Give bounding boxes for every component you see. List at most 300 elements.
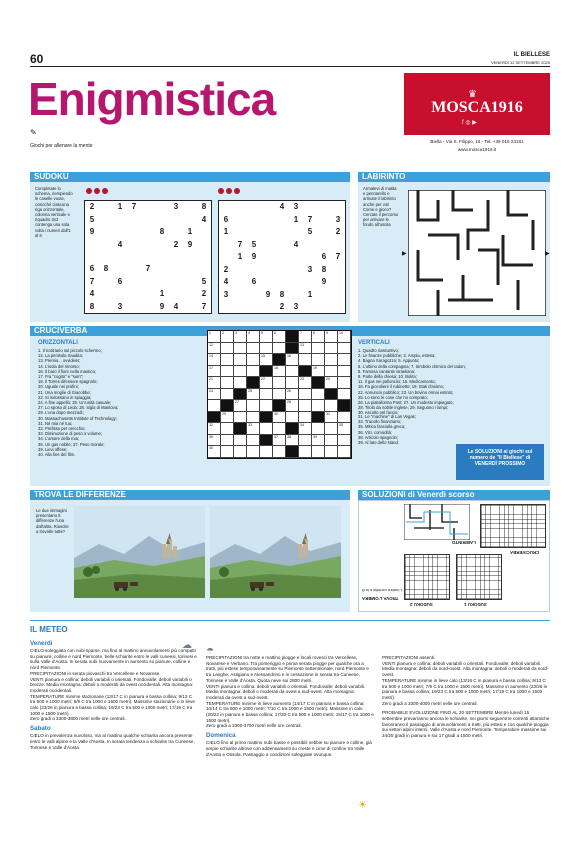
- cell[interactable]: [275, 251, 289, 264]
- cell[interactable]: [113, 214, 127, 227]
- cell[interactable]: 9: [265, 289, 271, 299]
- cw-cell[interactable]: [338, 412, 351, 424]
- cell[interactable]: [141, 214, 155, 227]
- cw-cell[interactable]: [273, 446, 286, 458]
- cw-cell[interactable]: [234, 377, 247, 389]
- clue: 28. Titolo da nobile inglese; 29. Seguono i lumpi;: [358, 405, 449, 411]
- cell[interactable]: 8: [279, 289, 285, 299]
- cell[interactable]: 7: [201, 301, 207, 311]
- cw-cell[interactable]: [260, 446, 273, 458]
- cw-cell[interactable]: [260, 400, 273, 412]
- cell[interactable]: [127, 251, 141, 263]
- cell[interactable]: [261, 276, 275, 289]
- cell[interactable]: [247, 214, 261, 227]
- cell[interactable]: [183, 251, 197, 263]
- cw-cell[interactable]: 3: [234, 331, 247, 343]
- cw-cell[interactable]: [247, 435, 260, 447]
- cell[interactable]: 2: [279, 302, 285, 311]
- cell[interactable]: [289, 251, 303, 264]
- cw-cell[interactable]: [299, 389, 312, 401]
- cell[interactable]: 7: [145, 264, 151, 273]
- cell[interactable]: [261, 201, 275, 214]
- cell[interactable]: [275, 226, 289, 239]
- cell[interactable]: [331, 201, 345, 214]
- cw-cell[interactable]: 29: [221, 412, 234, 424]
- cell[interactable]: 5: [201, 276, 207, 286]
- cell[interactable]: 9: [159, 301, 165, 311]
- cw-cell[interactable]: 32: [208, 423, 221, 435]
- cw-cell[interactable]: 26: [286, 389, 299, 401]
- cw-cell[interactable]: 21: [208, 377, 221, 389]
- cell[interactable]: [197, 226, 211, 239]
- cell[interactable]: 3: [173, 202, 179, 211]
- cell[interactable]: [99, 214, 113, 227]
- cw-cell[interactable]: [208, 400, 221, 412]
- cw-cell[interactable]: [325, 423, 338, 435]
- solution-ombra-answer: L'ombra corretta è la B: [362, 588, 403, 593]
- clue: 17. Fra "cogito" e "sum";: [38, 374, 84, 380]
- cell[interactable]: [233, 301, 247, 314]
- cell[interactable]: [155, 201, 169, 214]
- cell[interactable]: [261, 226, 275, 239]
- cell[interactable]: [233, 214, 247, 227]
- cw-cell[interactable]: [325, 366, 338, 378]
- cw-cell[interactable]: [325, 343, 338, 355]
- cell[interactable]: [233, 201, 247, 214]
- cell[interactable]: [247, 264, 261, 277]
- cell[interactable]: 5: [307, 227, 313, 236]
- cw-cell[interactable]: [260, 343, 273, 355]
- page-title: Enigmistica: [28, 73, 276, 125]
- cell[interactable]: [99, 239, 113, 252]
- cw-cell[interactable]: [312, 400, 325, 412]
- cw-cell[interactable]: 25: [247, 389, 260, 401]
- cw-cell[interactable]: [234, 366, 247, 378]
- cw-cell[interactable]: 4: [247, 331, 260, 343]
- cw-block: [286, 423, 299, 435]
- cw-block: [234, 389, 247, 401]
- cell[interactable]: [155, 263, 169, 276]
- cw-cell[interactable]: 9: [325, 331, 338, 343]
- cw-cell[interactable]: [299, 400, 312, 412]
- cell[interactable]: [289, 226, 303, 239]
- cell[interactable]: [155, 239, 169, 252]
- cw-cell[interactable]: [312, 343, 325, 355]
- cw-cell[interactable]: [338, 435, 351, 447]
- cw-cell[interactable]: 20: [325, 377, 338, 389]
- cell[interactable]: 8: [159, 227, 165, 236]
- cell[interactable]: [183, 276, 197, 289]
- cell[interactable]: [247, 201, 261, 214]
- cw-cell[interactable]: [273, 343, 286, 355]
- cell[interactable]: [113, 263, 127, 276]
- cell[interactable]: 3: [117, 301, 123, 311]
- cw-cell[interactable]: 10: [338, 331, 351, 343]
- cell[interactable]: [141, 226, 155, 239]
- cell[interactable]: [289, 289, 303, 302]
- cw-cell[interactable]: 7: [299, 331, 312, 343]
- cell[interactable]: [247, 301, 261, 314]
- cw-cell[interactable]: 15: [260, 354, 273, 366]
- cw-cell[interactable]: 2: [221, 331, 234, 343]
- cell[interactable]: [127, 288, 141, 301]
- cell[interactable]: [261, 264, 275, 277]
- cell[interactable]: [113, 288, 127, 301]
- cw-cell[interactable]: [325, 446, 338, 458]
- cell[interactable]: [317, 239, 331, 252]
- cell[interactable]: [303, 276, 317, 289]
- cell[interactable]: [141, 239, 155, 252]
- clue: 2. Le finanze pubbliche; 3. Ampia, estesa;: [358, 353, 436, 359]
- cw-cell[interactable]: [325, 354, 338, 366]
- cell[interactable]: [141, 288, 155, 301]
- puzzle-icon: ✎: [30, 128, 37, 137]
- cell[interactable]: [331, 301, 345, 314]
- cell[interactable]: 3: [335, 214, 341, 224]
- cell[interactable]: [219, 239, 233, 252]
- meteo-column-2: [206, 655, 374, 757]
- cw-cell[interactable]: 23: [299, 377, 312, 389]
- cell[interactable]: [233, 289, 247, 302]
- cw-cell[interactable]: [234, 354, 247, 366]
- cell[interactable]: 2: [173, 239, 179, 249]
- cell[interactable]: 5: [89, 214, 95, 224]
- cw-block: [312, 412, 325, 424]
- meteo-rule: [30, 620, 550, 621]
- cw-cell[interactable]: [299, 354, 312, 366]
- cw-cell[interactable]: [221, 354, 234, 366]
- cell[interactable]: 7: [307, 214, 313, 224]
- cell[interactable]: 9: [187, 239, 193, 249]
- cell[interactable]: [99, 201, 113, 214]
- cell[interactable]: [317, 226, 331, 239]
- cw-cell[interactable]: [299, 446, 312, 458]
- cell[interactable]: [331, 276, 345, 289]
- cell[interactable]: 6: [89, 264, 95, 273]
- cell[interactable]: 2: [201, 289, 207, 298]
- cell[interactable]: [141, 301, 155, 314]
- venerdi-temp: TEMPERATURE minime stazionarie (13/17 C in pianura e bassa collina; 9/13 C tra 500 e 1000 metri; 6/9 C tra 1000 e 1500 metri). Massime stazionarie o in lieve calo (23/26 in pianura e bassa collina; 19/23 C tra 500 e 1000 metri; 17/19 C tra 1000 e 1500 metri).: [30, 693, 195, 716]
- cw-cell[interactable]: 31: [325, 412, 338, 424]
- cw-cell[interactable]: 8: [312, 331, 325, 343]
- cell[interactable]: 9: [321, 277, 327, 286]
- cw-cell[interactable]: 14: [208, 354, 221, 366]
- cell[interactable]: [127, 263, 141, 276]
- ad-website[interactable]: www.mosca1916.it: [457, 147, 497, 152]
- ad-brand: MOSCA1916: [431, 99, 523, 116]
- cw-cell[interactable]: [338, 389, 351, 401]
- cell[interactable]: [155, 214, 169, 227]
- cw-cell[interactable]: 19: [312, 366, 325, 378]
- cell[interactable]: 1: [237, 252, 243, 261]
- cw-cell[interactable]: [260, 423, 273, 435]
- cell[interactable]: [275, 264, 289, 277]
- sudoku-grid-2[interactable]: [218, 200, 346, 314]
- cw-cell[interactable]: [312, 446, 325, 458]
- cw-cell[interactable]: [312, 423, 325, 435]
- cell[interactable]: 1: [159, 289, 165, 298]
- cell[interactable]: [303, 301, 317, 314]
- cell[interactable]: 8: [89, 301, 95, 311]
- cell[interactable]: [275, 214, 289, 227]
- cw-cell[interactable]: [338, 366, 351, 378]
- cell[interactable]: [233, 276, 247, 289]
- meteo-title: IL METEO: [30, 625, 68, 634]
- cell[interactable]: [169, 226, 183, 239]
- clue: 26. La piattaforma Post; 27. Un modesto impiegato;: [358, 400, 454, 406]
- cell[interactable]: 4: [173, 301, 179, 311]
- cell[interactable]: [169, 263, 183, 276]
- cell[interactable]: 3: [223, 289, 229, 299]
- cw-cell[interactable]: [247, 354, 260, 366]
- cw-cell[interactable]: [247, 343, 260, 355]
- sun-icon-domenica: ☀: [358, 800, 367, 811]
- cw-cell[interactable]: [325, 435, 338, 447]
- cw-cell[interactable]: [273, 377, 286, 389]
- cell[interactable]: [289, 276, 303, 289]
- cell[interactable]: [155, 276, 169, 289]
- cell[interactable]: 6: [321, 252, 327, 261]
- cell[interactable]: 9: [89, 227, 95, 236]
- difference-image-right[interactable]: [210, 506, 341, 598]
- cell[interactable]: 7: [131, 202, 137, 211]
- cw-cell[interactable]: [299, 412, 312, 424]
- clue: 36. Un gas nobile; 37. Peso morale;: [38, 441, 105, 447]
- maze-exit-arrow: ▶: [545, 251, 550, 257]
- crossword-grid[interactable]: [207, 330, 352, 459]
- cell[interactable]: 8: [201, 202, 207, 211]
- cell[interactable]: [127, 226, 141, 239]
- cw-cell[interactable]: 1: [208, 331, 221, 343]
- cell[interactable]: 9: [251, 252, 257, 261]
- cell[interactable]: 7: [237, 239, 243, 249]
- cell[interactable]: [219, 201, 233, 214]
- cell[interactable]: 4: [201, 214, 207, 224]
- cw-cell[interactable]: [299, 435, 312, 447]
- cw-cell[interactable]: [234, 435, 247, 447]
- cell[interactable]: [261, 301, 275, 314]
- cw-cell[interactable]: 40: [208, 446, 221, 458]
- cell[interactable]: [183, 288, 197, 301]
- cell[interactable]: 1: [117, 202, 123, 211]
- cell[interactable]: 5: [251, 239, 257, 249]
- cell[interactable]: [197, 263, 211, 276]
- cell[interactable]: [183, 301, 197, 314]
- cw-cell[interactable]: [247, 400, 260, 412]
- cell[interactable]: 7: [89, 276, 95, 286]
- cw-cell[interactable]: 37: [273, 435, 286, 447]
- cell[interactable]: [127, 214, 141, 227]
- cell[interactable]: [141, 201, 155, 214]
- cw-cell[interactable]: 33: [247, 423, 260, 435]
- cell[interactable]: [303, 251, 317, 264]
- cw-cell[interactable]: [273, 423, 286, 435]
- cw-cell[interactable]: 35: [338, 423, 351, 435]
- maze[interactable]: [408, 190, 546, 316]
- cw-cell[interactable]: 17: [208, 366, 221, 378]
- cell[interactable]: [219, 251, 233, 264]
- sudoku-grid-1[interactable]: [84, 200, 212, 314]
- cell[interactable]: [169, 276, 183, 289]
- cell[interactable]: [155, 251, 169, 263]
- cw-cell[interactable]: [286, 412, 299, 424]
- cw-cell[interactable]: [286, 377, 299, 389]
- cw-cell[interactable]: [286, 366, 299, 378]
- cell[interactable]: [169, 251, 183, 263]
- cell[interactable]: [113, 226, 127, 239]
- cell[interactable]: [85, 251, 99, 263]
- cell[interactable]: 7: [335, 252, 341, 261]
- cell[interactable]: [169, 288, 183, 301]
- venerdi-precip: PRECIPITAZIONI in serata piovaschi tra Vercellese e Novarese.: [30, 670, 161, 676]
- cw-cell[interactable]: [260, 389, 273, 401]
- difficulty-dots-2: [218, 188, 240, 194]
- cell[interactable]: 1: [187, 227, 193, 236]
- cw-cell[interactable]: 34: [299, 423, 312, 435]
- cell[interactable]: 4: [293, 239, 299, 249]
- cell[interactable]: [261, 239, 275, 252]
- cell[interactable]: [331, 264, 345, 277]
- cw-cell[interactable]: [234, 343, 247, 355]
- cw-cell[interactable]: [273, 389, 286, 401]
- cw-cell[interactable]: 38: [286, 435, 299, 447]
- cell[interactable]: [317, 201, 331, 214]
- cell[interactable]: 3: [307, 264, 313, 274]
- cell[interactable]: [169, 214, 183, 227]
- cw-cell[interactable]: 18: [273, 366, 286, 378]
- cell[interactable]: [99, 301, 113, 314]
- cw-cell[interactable]: [312, 354, 325, 366]
- cell[interactable]: 1: [307, 289, 313, 299]
- cw-cell[interactable]: [221, 446, 234, 458]
- clue: 11. Il gas nei palloncini; 15. Medicamento;: [358, 379, 436, 385]
- cell[interactable]: [183, 214, 197, 227]
- cw-cell[interactable]: [221, 389, 234, 401]
- cell[interactable]: 8: [103, 264, 109, 273]
- cell[interactable]: [197, 251, 211, 263]
- cw-cell[interactable]: [338, 446, 351, 458]
- cw-cell[interactable]: 28: [286, 400, 299, 412]
- cell[interactable]: 2: [89, 202, 95, 211]
- cell[interactable]: 3: [293, 202, 299, 211]
- cell[interactable]: [141, 251, 155, 263]
- advertisement[interactable]: [404, 73, 550, 169]
- cw-cell[interactable]: [234, 412, 247, 424]
- cell[interactable]: 2: [335, 227, 341, 236]
- cw-cell[interactable]: [338, 343, 351, 355]
- cw-cell[interactable]: [338, 377, 351, 389]
- cw-cell[interactable]: 24: [208, 389, 221, 401]
- cell[interactable]: [275, 276, 289, 289]
- cell[interactable]: [247, 289, 261, 302]
- cell[interactable]: [317, 214, 331, 227]
- cw-cell[interactable]: 22: [260, 377, 273, 389]
- cell[interactable]: 6: [223, 214, 229, 224]
- cell[interactable]: [303, 239, 317, 252]
- cell[interactable]: [331, 239, 345, 252]
- cw-cell[interactable]: 5: [260, 331, 273, 343]
- cw-cell[interactable]: 16: [286, 354, 299, 366]
- cell[interactable]: [99, 226, 113, 239]
- cell[interactable]: [99, 276, 113, 289]
- domenica-temp: TEMPERATURE minime in lieve calo (13/16 C in pianura e bassa collina; 9/13 C tra 500 e 1000 metri; 7/9 C tra 1000 e 1500 metri). Massime in aumento (23/26 in pianura e bassa collina; 19/23 C tra 500 e 1000 metri; 17/19 C tra 1000 e 1500 metri).: [382, 677, 548, 700]
- cell[interactable]: 6: [117, 276, 123, 286]
- cell[interactable]: [261, 214, 275, 227]
- clue: 32. Prefisso per orecchio;: [38, 426, 86, 432]
- cell[interactable]: [183, 201, 197, 214]
- cw-cell[interactable]: 13: [299, 343, 312, 355]
- difference-image-left[interactable]: [74, 506, 205, 598]
- cw-cell[interactable]: [247, 366, 260, 378]
- cw-cell[interactable]: [221, 343, 234, 355]
- social-icons: f ◎ ▶: [462, 120, 477, 126]
- cw-cell[interactable]: [221, 366, 234, 378]
- cw-cell[interactable]: [221, 377, 234, 389]
- cell[interactable]: [141, 276, 155, 289]
- cell[interactable]: 4: [117, 239, 123, 249]
- cell[interactable]: [289, 264, 303, 277]
- cell[interactable]: [233, 226, 247, 239]
- cell[interactable]: [99, 288, 113, 301]
- cell[interactable]: [233, 264, 247, 277]
- cw-cell[interactable]: 30: [273, 412, 286, 424]
- cell[interactable]: [261, 251, 275, 264]
- cell[interactable]: [247, 226, 261, 239]
- cell[interactable]: [197, 239, 211, 252]
- cell[interactable]: 8: [321, 264, 327, 274]
- page-number: 60: [30, 52, 44, 66]
- clue: 34. L'amore della mia;: [38, 436, 80, 442]
- cell[interactable]: [99, 251, 113, 263]
- cell[interactable]: 3: [293, 302, 299, 311]
- cw-cell[interactable]: 12: [208, 343, 221, 355]
- cell[interactable]: [219, 301, 233, 314]
- cell[interactable]: [127, 301, 141, 314]
- cell[interactable]: [183, 263, 197, 276]
- cell[interactable]: 6: [251, 277, 257, 286]
- cell[interactable]: [303, 201, 317, 214]
- cell[interactable]: 2: [223, 264, 229, 274]
- cw-cell[interactable]: [247, 446, 260, 458]
- cell[interactable]: [85, 239, 99, 252]
- cell[interactable]: 4: [279, 202, 285, 211]
- cell[interactable]: [275, 239, 289, 252]
- cell[interactable]: [331, 289, 345, 302]
- cell[interactable]: 1: [293, 214, 299, 224]
- cw-cell[interactable]: [325, 400, 338, 412]
- venerdi-zero: Zero gradi a 3300-3800 metri nelle ore centrali.: [30, 716, 126, 722]
- cell[interactable]: [127, 239, 141, 252]
- cell[interactable]: [317, 301, 331, 314]
- cw-cell[interactable]: [221, 423, 234, 435]
- cell[interactable]: [127, 276, 141, 289]
- cell[interactable]: [113, 251, 127, 263]
- clue: 6. L'ultimo della compagnia; 7. Simbolo chimico del radon;: [358, 363, 466, 369]
- cell[interactable]: 1: [223, 227, 229, 236]
- cw-cell[interactable]: [247, 412, 260, 424]
- cell[interactable]: 4: [223, 277, 229, 286]
- cw-cell[interactable]: 36: [208, 435, 221, 447]
- cell[interactable]: 4: [89, 289, 95, 298]
- cw-cell[interactable]: 6: [273, 331, 286, 343]
- cw-cell[interactable]: 27: [234, 400, 247, 412]
- cw-cell[interactable]: [221, 435, 234, 447]
- cw-cell[interactable]: 39: [312, 435, 325, 447]
- cw-cell[interactable]: [338, 354, 351, 366]
- cell[interactable]: [317, 289, 331, 302]
- cw-cell[interactable]: [234, 446, 247, 458]
- cw-cell[interactable]: [312, 389, 325, 401]
